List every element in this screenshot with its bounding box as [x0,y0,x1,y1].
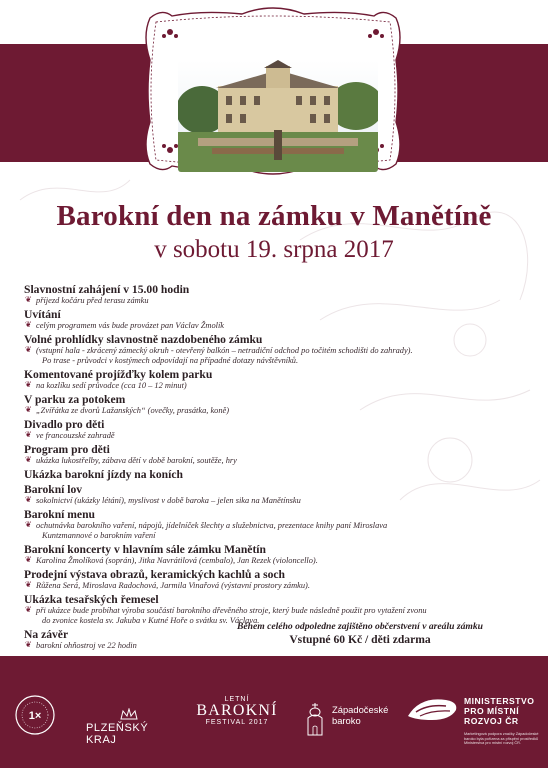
ministry-fine-print: Marketingová podpora značky Západočeské baroko byla pořízena za přispění prostředků Ministerstva pro místní rozvoj ČR. [464,732,539,746]
program-item-detail: ❦ příjezd kočáru před terasu zámku [24,296,524,306]
program-item-heading: Ukázka tesařských řemesel [24,593,159,606]
program-item-heading: Program pro děti [24,443,110,456]
baroko-line1: Západočeské [332,704,389,715]
program-item-heading: Ukázka barokní jízdy na koních [24,468,183,481]
event-title: Barokní den na zámku v Manětíně [56,200,492,232]
program-item [24,483,524,506]
program-item-detail: ❦ Karolina Žmolíková (soprán), Jitka Navrátilová (cembalo), Jan Rezek (violoncello). [24,556,524,566]
festival-small-bottom: FESTIVAL 2017 [205,719,269,726]
ministry-emblem-icon [406,694,460,724]
program-item-detail: ❦ Růžena Será, Miroslava Radochová, Jarmila Vinařová (výstavní prostory zámku). [24,581,524,591]
program-item-detail: ❦ při ukázce bude probíhat výroba součástí barokního dřevěného stroje, který bude následně použit pro vytažení zvonu [24,606,524,616]
plzen-region-logo [86,708,176,746]
plzen-region-text: PLZEŇSKÝ KRAJ [86,722,149,746]
program-item-heading: Divadlo pro děti [24,418,105,431]
program-list [24,283,524,653]
program-item [24,508,524,541]
baroko-line2: baroko [332,715,361,726]
program-item [24,468,524,481]
program-item-heading: Slavnostní zahájení v 15.00 hodin [24,283,190,296]
program-item-detail: ❦ „Zvířátka ze dvorů Lažanských“ (ovečky, prasátka, koně) [24,406,524,416]
program-item [24,418,524,441]
festival-big: BAROKNÍ [196,702,278,719]
program-item-heading: V parku za potokem [24,393,126,406]
ministry-line1: MINISTERSTVO [464,696,535,706]
program-item-heading: Komentované projížďky kolem parku [24,368,213,381]
program-item-heading: Barokní menu [24,508,95,521]
crown-icon [120,708,138,720]
program-item-heading: Barokní koncerty v hlavním sále zámku Manětín [24,543,266,556]
program-item-detail: ❦ ukázka lukostřelby, zábava dětí v době barokní, soutěže, hry [24,456,524,466]
castle-seal-logo [14,694,56,736]
program-item-heading: Uvítání [24,308,61,321]
program-item [24,568,524,591]
program-item-detail: Kuntzmannové o barokním vaření [42,531,156,540]
program-item-detail: ❦ ochutnávka barokního vaření, nápojů, jídelníček šlechty a služebnictva, prezentace knihy paní Miroslava [24,521,524,531]
festival-small-top: LETNÍ [224,696,250,703]
program-item-heading: Barokní lov [24,483,83,496]
program-item-detail: ❦ barokní ohňostroj ve 22 hodin [24,641,524,651]
program-item-heading: Na závěr [24,628,69,641]
svg-text:1×: 1× [28,710,42,722]
program-item [24,543,524,566]
program-item-detail: ❦ sokolnictví (ukázky létání), myslivost v době baroka – jelen sika na Manětínsku [24,496,524,506]
admission-price: Vstupné 60 Kč / děti zdarma [289,633,431,646]
footer-logos [0,656,548,768]
program-item [24,393,524,416]
program-item [24,333,524,366]
summer-baroque-festival-logo [192,696,282,726]
ministry-line2: PRO MÍSTNÍ [464,706,520,716]
program-item-detail: ❦ ve francouzské zahradě [24,431,524,441]
ministry-line3: ROZVOJ ČR [464,716,519,726]
program-item [24,443,524,466]
event-date: v sobotu 19. srpna 2017 [154,236,394,263]
program-item-heading: Prodejní výstava obrazů, keramických kachlů a soch [24,568,285,581]
program-item-detail: Po trase - průvodci v kostýmech odpovídají na případné dotazy návštěvníků. [42,356,299,365]
program-item [24,368,524,391]
chateau-photo [178,60,378,172]
church-icon [302,702,328,736]
program-item-detail: ❦ (vstupní hala - zkrácený zámecký okruh - otevřený balkón – netradiční odchod po točitém schodišti do zahrady). [24,346,524,356]
program-item-detail: ❦ celým programem vás bude provázet pan Václav Žmolík [24,321,524,331]
program-item [24,308,524,331]
refreshments-note: Během celého odpoledne zajištěno občerstvení v areálu zámku [237,621,483,632]
program-item-detail: ❦ na kozlíku sedí průvodce (cca 10 – 12 minut) [24,381,524,391]
program-item-detail: do zvonice kostela sv. Jakuba v Kutné Hoře o svátku sv. Václava. [42,616,260,625]
program-item [24,283,524,306]
program-item-heading: Volné prohlídky slavnostně nazdobeného zámku [24,333,263,346]
